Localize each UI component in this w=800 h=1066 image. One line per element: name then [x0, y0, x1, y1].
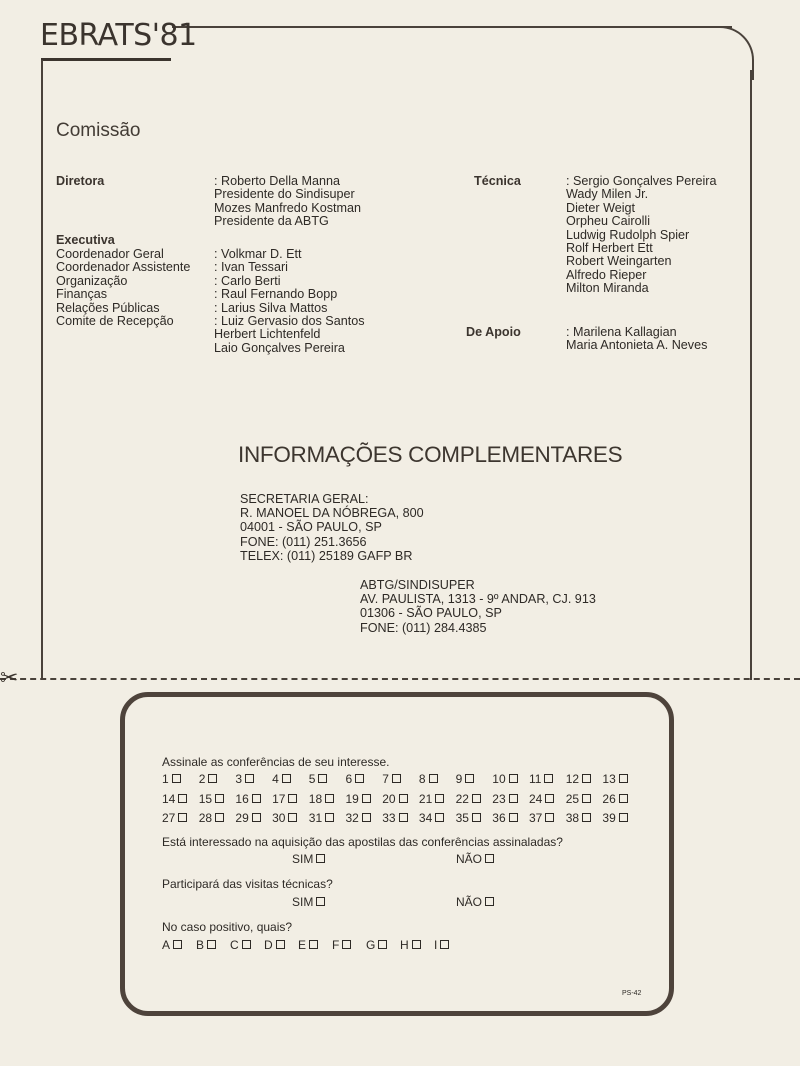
- conference-number: 34: [418, 811, 433, 825]
- conference-option[interactable]: [199, 792, 224, 806]
- conference-number: 16: [235, 792, 249, 806]
- checkbox[interactable]: [429, 774, 438, 783]
- checkbox[interactable]: [173, 940, 182, 949]
- conference-number: 4: [272, 772, 279, 786]
- visit-option[interactable]: [298, 938, 318, 952]
- conference-option[interactable]: [456, 792, 481, 806]
- checkbox[interactable]: [545, 813, 554, 822]
- conference-option[interactable]: [382, 792, 407, 806]
- conference-number: 32: [345, 811, 359, 825]
- diretora-label: Diretora: [56, 174, 105, 188]
- checkbox[interactable]: [465, 774, 474, 783]
- section-title: Comissão: [56, 120, 141, 141]
- visit-option[interactable]: [332, 938, 351, 952]
- apostilas-sim[interactable]: [292, 852, 325, 866]
- tecnica-name: Rolf Herbert Ett: [566, 241, 653, 256]
- sim-label: SIM: [292, 852, 314, 866]
- visit-option[interactable]: [196, 938, 216, 952]
- q-visitas: Participará das visitas técnicas?: [162, 877, 333, 891]
- checkbox[interactable]: [435, 813, 444, 822]
- brand-underline: [41, 58, 171, 61]
- secretaria-line: 04001 - SÃO PAULO, SP: [240, 520, 382, 535]
- conference-number: 37: [529, 811, 543, 825]
- conference-option[interactable]: [309, 772, 328, 786]
- conference-number: 23: [492, 792, 506, 806]
- tecnica-name: Ludwig Rudolph Spier: [566, 227, 690, 242]
- visit-letter: C: [230, 938, 239, 952]
- executiva-name: Laio Gonçalves Pereira: [214, 340, 345, 355]
- checkbox[interactable]: [435, 794, 444, 803]
- apoio-list: [566, 326, 707, 353]
- conference-option[interactable]: [346, 811, 371, 825]
- visit-letter: H: [400, 938, 409, 952]
- tecnica-name: Alfredo Rieper: [566, 267, 647, 282]
- scissors-icon: ✂: [0, 665, 19, 690]
- checkbox[interactable]: [325, 794, 334, 803]
- apoio-label: De Apoio: [466, 325, 521, 339]
- conference-option[interactable]: [566, 772, 591, 786]
- apoio-name: : Marilena Kallagian: [566, 325, 677, 339]
- conference-option[interactable]: [199, 811, 224, 825]
- conference-option[interactable]: [419, 772, 438, 786]
- visit-option[interactable]: [400, 938, 421, 952]
- checkbox[interactable]: [509, 774, 518, 783]
- conference-option[interactable]: [162, 792, 187, 806]
- conference-number: 27: [162, 811, 176, 825]
- conference-number: 2: [198, 772, 206, 786]
- conference-number: 3: [235, 772, 243, 786]
- conference-number: 22: [455, 792, 469, 806]
- conference-number: 11: [529, 772, 542, 786]
- cut-line: [0, 678, 800, 680]
- visit-letter: F: [332, 938, 340, 952]
- q-apostilas: Está interessado na aquisição das apostilas das conferências assinaladas?: [162, 835, 563, 849]
- conference-number: 15: [198, 792, 213, 806]
- checkbox[interactable]: [215, 813, 224, 822]
- tecnica-label: Técnica: [474, 174, 521, 188]
- checkbox[interactable]: [472, 813, 481, 822]
- conference-option[interactable]: [346, 792, 371, 806]
- checkbox[interactable]: [472, 794, 481, 803]
- frame-left-border: [41, 60, 43, 680]
- diretora-line: Presidente da ABTG: [214, 214, 329, 229]
- frame-corner: [700, 26, 754, 80]
- executiva-roles: [56, 248, 190, 328]
- tecnica-name: Orpheu Cairolli: [566, 214, 650, 229]
- executiva-role: Organização: [56, 273, 128, 288]
- conference-option[interactable]: [456, 772, 475, 786]
- executiva-role: Coordenador Geral: [56, 247, 164, 261]
- executiva-name: : Raul Fernando Bopp: [214, 287, 338, 302]
- tecnica-name: Robert Weingarten: [566, 254, 672, 269]
- visit-letter: A: [162, 938, 171, 952]
- executiva-name: : Ivan Tessari: [214, 260, 288, 275]
- conference-option[interactable]: [492, 772, 517, 786]
- conference-option[interactable]: [272, 792, 297, 806]
- checkbox[interactable]: [288, 813, 297, 822]
- response-form: [120, 692, 674, 1016]
- checkbox[interactable]: [309, 940, 318, 949]
- q-quais: No caso positivo, quais?: [162, 920, 293, 934]
- abtg-line: 01306 - SÃO PAULO, SP: [360, 606, 502, 621]
- checkbox[interactable]: [392, 774, 401, 783]
- tecnica-name: : Sergio Gonçalves Pereira: [566, 174, 717, 188]
- conference-option[interactable]: [566, 792, 591, 806]
- checkbox[interactable]: [619, 813, 628, 822]
- checkbox[interactable]: [242, 940, 251, 949]
- conference-option[interactable]: [566, 811, 591, 825]
- executiva-name: : Carlo Berti: [214, 273, 281, 288]
- conference-option[interactable]: [346, 772, 365, 786]
- checkbox[interactable]: [412, 940, 421, 949]
- checkbox[interactable]: [316, 897, 325, 906]
- conference-number: 18: [308, 792, 323, 806]
- executiva-role: Relações Públicas: [56, 300, 160, 315]
- conference-number: 35: [455, 811, 469, 825]
- conference-number: 26: [602, 792, 616, 806]
- checkbox[interactable]: [342, 940, 351, 949]
- visit-letter: I: [434, 938, 438, 952]
- checkbox[interactable]: [362, 813, 371, 822]
- conference-option[interactable]: [235, 792, 260, 806]
- visit-letter: G: [366, 938, 376, 952]
- tecnica-name: Dieter Weigt: [566, 200, 636, 215]
- conference-number: 7: [382, 772, 389, 786]
- checkbox[interactable]: [318, 774, 327, 783]
- conference-number: 13: [602, 772, 616, 786]
- conference-number: 33: [382, 811, 396, 825]
- tecnica-name: Wady Milen Jr.: [566, 187, 649, 202]
- conference-option[interactable]: [162, 811, 187, 825]
- frame-top-border: [172, 26, 732, 28]
- frame-right-border: [750, 70, 752, 680]
- conference-number: 10: [492, 772, 506, 786]
- conference-option[interactable]: [272, 811, 297, 825]
- executiva-label: Executiva: [56, 233, 115, 247]
- conference-option[interactable]: [602, 792, 627, 806]
- checkbox[interactable]: [325, 813, 334, 822]
- checkbox[interactable]: [362, 794, 371, 803]
- checkbox[interactable]: [440, 940, 449, 949]
- tecnica-name: Milton Miranda: [566, 281, 649, 296]
- conference-option[interactable]: [419, 792, 444, 806]
- conference-option[interactable]: [162, 772, 181, 786]
- checkbox[interactable]: [276, 940, 285, 949]
- checkbox[interactable]: [485, 854, 494, 863]
- checkbox[interactable]: [172, 774, 181, 783]
- apoio-name: Maria Antonieta A. Neves: [566, 338, 708, 353]
- checkbox[interactable]: [208, 774, 217, 783]
- checkbox[interactable]: [582, 774, 591, 783]
- secretaria-line: SECRETARIA GERAL:: [240, 492, 369, 506]
- conference-number: 30: [272, 811, 286, 825]
- checkbox[interactable]: [355, 774, 364, 783]
- conference-option[interactable]: [529, 811, 554, 825]
- executiva-role: Coordenador Assistente: [56, 260, 191, 275]
- checkbox[interactable]: [545, 794, 554, 803]
- checkbox[interactable]: [619, 774, 628, 783]
- checkbox[interactable]: [378, 940, 387, 949]
- conference-option[interactable]: [419, 811, 444, 825]
- conference-option[interactable]: [529, 792, 554, 806]
- abtg-line: ABTG/SINDISUPER: [360, 578, 475, 592]
- conference-option[interactable]: [199, 772, 218, 786]
- executiva-name: : Larius Silva Mattos: [214, 300, 328, 315]
- diretora-list: [214, 175, 361, 229]
- info-title: INFORMAÇÕES COMPLEMENTARES: [238, 442, 623, 467]
- nao-label: NÃO: [456, 895, 483, 909]
- conference-number: 38: [565, 811, 580, 825]
- visit-option[interactable]: [434, 938, 449, 952]
- conference-option[interactable]: [602, 811, 627, 825]
- checkbox[interactable]: [544, 774, 553, 783]
- conference-number: 6: [345, 772, 353, 786]
- conference-option[interactable]: [602, 772, 627, 786]
- abtg-line: FONE: (011) 284.4385: [360, 620, 487, 635]
- conference-number: 19: [345, 792, 359, 806]
- brand-title: EBRATS'81: [40, 18, 197, 53]
- conference-number: 1: [162, 772, 169, 786]
- checkbox[interactable]: [215, 794, 224, 803]
- conference-option[interactable]: [309, 792, 334, 806]
- visit-option[interactable]: [162, 938, 182, 952]
- diretora-line: Presidente do Sindisuper: [214, 187, 355, 202]
- conference-number: 28: [198, 811, 213, 825]
- diretora-line: Mozes Manfredo Kostman: [214, 200, 361, 215]
- secretaria-line: FONE: (011) 251.3656: [240, 534, 367, 549]
- diretora-line: : Roberto Della Manna: [214, 174, 341, 188]
- conference-option[interactable]: [492, 811, 517, 825]
- abtg-line: AV. PAULISTA, 1313 - 9º ANDAR, CJ. 913: [360, 592, 596, 607]
- secretaria-line: TELEX: (011) 25189 GAFP BR: [240, 548, 413, 563]
- conference-number: 14: [162, 792, 176, 806]
- conference-number: 5: [308, 772, 316, 786]
- apostilas-nao[interactable]: [456, 852, 494, 866]
- visit-letter: E: [298, 938, 307, 952]
- checkbox[interactable]: [316, 854, 325, 863]
- visit-option[interactable]: [264, 938, 285, 952]
- sim-label: SIM: [292, 895, 314, 909]
- nao-label: NÃO: [456, 852, 483, 866]
- conference-number: 25: [565, 792, 580, 806]
- form-code: PS-42: [622, 990, 642, 997]
- checkbox[interactable]: [582, 813, 591, 822]
- conference-option[interactable]: [235, 772, 254, 786]
- secretaria-address: [240, 492, 424, 563]
- conference-option[interactable]: [456, 811, 481, 825]
- checkbox[interactable]: [252, 794, 261, 803]
- conference-number: 39: [602, 811, 616, 825]
- conference-option[interactable]: [382, 811, 407, 825]
- conference-option[interactable]: [529, 772, 553, 786]
- checkbox[interactable]: [288, 794, 297, 803]
- conference-option[interactable]: [235, 811, 260, 825]
- conference-number: 17: [272, 792, 286, 806]
- executiva-role: Comite de Recepção: [56, 314, 174, 329]
- conference-option[interactable]: [382, 772, 401, 786]
- conference-number: 20: [382, 792, 396, 806]
- checkbox[interactable]: [619, 794, 628, 803]
- checkbox[interactable]: [509, 794, 518, 803]
- tecnica-list: [566, 175, 717, 296]
- visitas-nao[interactable]: [456, 895, 494, 909]
- checkbox[interactable]: [399, 813, 408, 822]
- checkbox[interactable]: [582, 794, 591, 803]
- visitas-sim[interactable]: [292, 895, 325, 909]
- executiva-name: : Luiz Gervasio dos Santos: [214, 314, 365, 329]
- conference-number: 21: [418, 792, 433, 806]
- conference-option[interactable]: [492, 792, 517, 806]
- conference-option[interactable]: [309, 811, 334, 825]
- executiva-name: Herbert Lichtenfeld: [214, 327, 321, 342]
- conference-number: 24: [529, 792, 543, 806]
- visit-letter: D: [264, 938, 273, 952]
- conference-number: 31: [308, 811, 323, 825]
- checkbox[interactable]: [282, 774, 291, 783]
- checkbox[interactable]: [245, 774, 254, 783]
- conference-number: 9: [455, 772, 463, 786]
- checkbox[interactable]: [509, 813, 518, 822]
- executiva-role: Finanças: [56, 287, 108, 302]
- checkbox[interactable]: [178, 813, 187, 822]
- abtg-address: [360, 578, 596, 635]
- checkbox[interactable]: [252, 813, 261, 822]
- conference-option[interactable]: [272, 772, 291, 786]
- visit-option[interactable]: [366, 938, 387, 952]
- checkbox[interactable]: [178, 794, 187, 803]
- visit-option[interactable]: [230, 938, 251, 952]
- secretaria-line: R. MANOEL DA NÓBREGA, 800: [240, 506, 424, 521]
- executiva-name: : Volkmar D. Ett: [214, 247, 302, 261]
- checkbox[interactable]: [399, 794, 408, 803]
- q-conferences: Assinale as conferências de seu interesse.: [162, 755, 390, 769]
- visit-letter: B: [196, 938, 205, 952]
- conference-number: 29: [235, 811, 249, 825]
- checkbox[interactable]: [207, 940, 216, 949]
- checkbox[interactable]: [485, 897, 494, 906]
- executiva-names: [214, 248, 365, 355]
- conference-number: 36: [492, 811, 506, 825]
- conference-number: 8: [418, 772, 426, 786]
- conference-number: 12: [565, 772, 580, 786]
